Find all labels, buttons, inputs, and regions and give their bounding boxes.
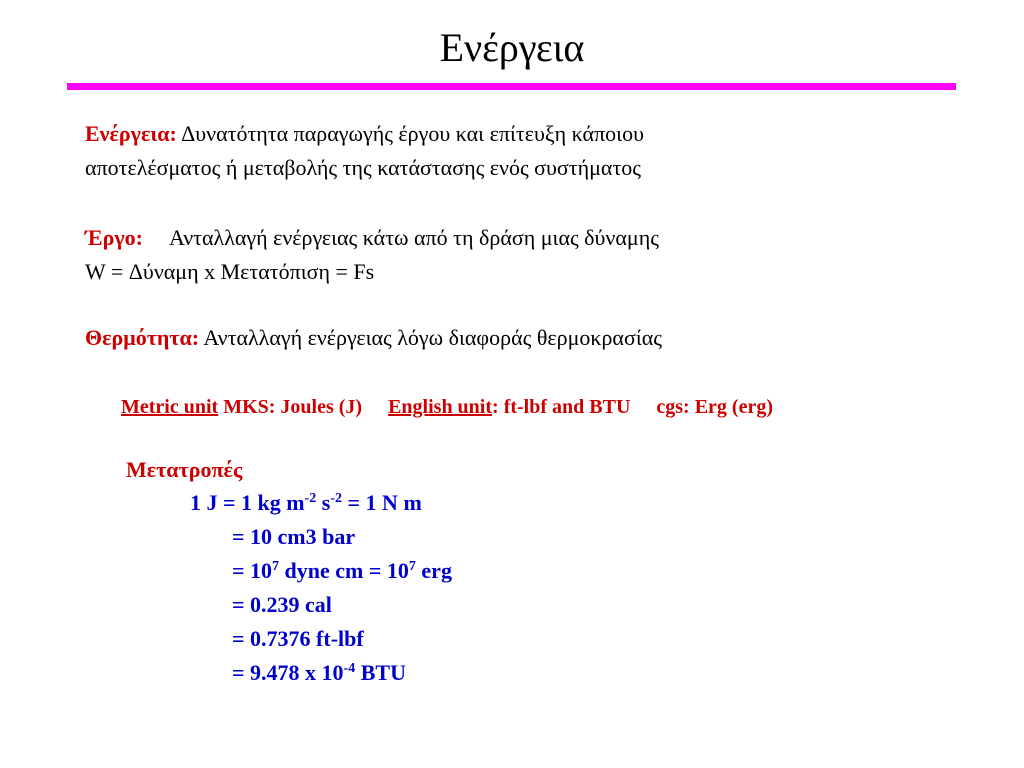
conversion-row-ft-lbf: = 0.7376 ft-lbf (232, 626, 364, 651)
cgs-unit-value: cgs: Erg (erg) (656, 396, 774, 418)
energy-term: Ενέργεια: (85, 121, 177, 146)
title-divider (67, 83, 956, 90)
conversions-heading: Μετατροπές (126, 457, 243, 482)
metric-unit-value: MKS: Joules (J) (218, 396, 363, 418)
conversion-row-btu-part2: BTU (355, 660, 406, 685)
slide-title: Ενέργεια (439, 25, 585, 70)
heat-definition-text: Ανταλλαγή ενέργειας λόγω διαφοράς θερμοκρασίας (199, 325, 662, 350)
energy-definition-text-1: Δυνατότητα παραγωγής έργου και επίτευξη κάποιου (176, 121, 644, 146)
conversion-row-joule (190, 490, 422, 516)
conversion-row-dyne-part3: erg (415, 558, 452, 583)
work-formula: W = Δύναμη x Μετατόπιση = Fs (85, 259, 375, 284)
conversion-row-joule-part2: s (316, 490, 331, 515)
conversion-row-dyne (232, 558, 452, 584)
work-term: Έργο: (85, 225, 143, 250)
conversion-row-dyne-exp2: 7 (408, 559, 416, 574)
conversion-row-joule-exp2: -2 (330, 491, 343, 506)
energy-definition-line-2: αποτελέσματος ή μεταβολής της κατάστασης ενός συστήματος (85, 155, 642, 180)
units-line (121, 395, 773, 419)
metric-unit-label: Metric unit (121, 396, 219, 418)
conversion-row-btu-exp1: -4 (343, 661, 356, 676)
conversion-row-btu-part1: = 9.478 x 10 (232, 660, 344, 685)
conversion-row-dyne-part2: dyne cm = 10 (279, 558, 409, 583)
heat-definition-line (85, 325, 662, 351)
conversion-row-dyne-exp1: 7 (272, 559, 280, 574)
conversion-row-dyne-part1: = 10 (232, 558, 273, 583)
heat-term: Θερμότητα: (85, 325, 200, 350)
work-definition-line (85, 225, 659, 251)
english-unit-value: : ft-lbf and BTU (492, 396, 631, 418)
conversion-row-cm3-bar: = 10 cm3 bar (232, 524, 356, 549)
conversion-row-joule-exp1: -2 (304, 491, 317, 506)
conversion-row-cal: = 0.239 cal (232, 592, 332, 617)
work-definition-text: Ανταλλαγή ενέργειας κάτω από τη δράση μιας δύναμης (168, 225, 659, 250)
conversion-row-btu (232, 660, 406, 686)
conversion-row-joule-part1: 1 J = 1 kg m (190, 490, 305, 515)
conversion-row-joule-part3: = 1 N m (342, 490, 422, 515)
english-unit-label: English unit (388, 396, 493, 418)
energy-definition-line-1 (85, 121, 644, 147)
